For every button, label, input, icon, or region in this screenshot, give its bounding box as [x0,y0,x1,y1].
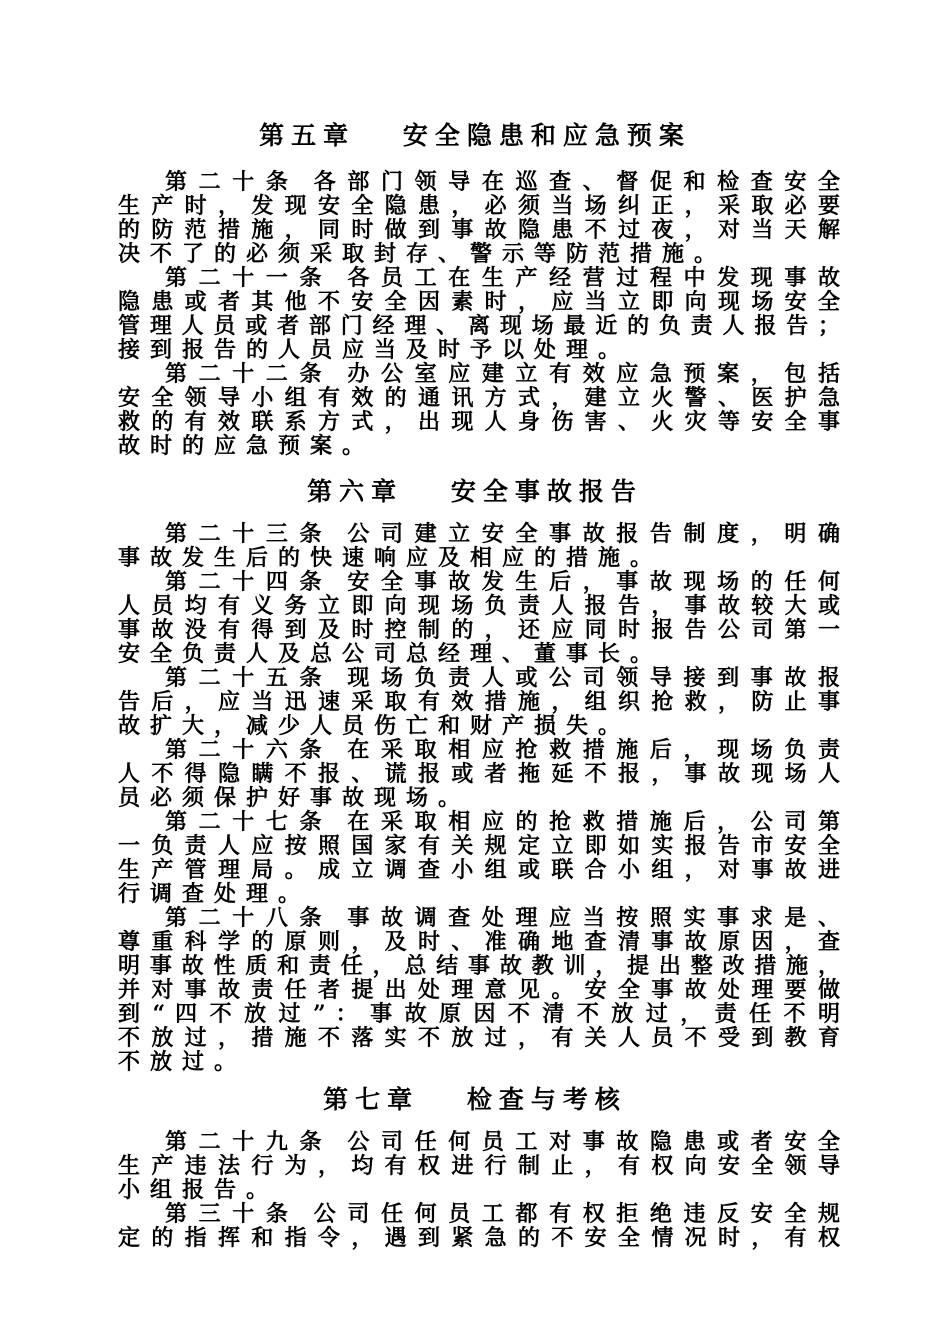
paragraph-line: 故时的应急预案。 [118,433,375,459]
paragraph-line: 生 产 违 法 行 为 ， 均 有 权 进 行 制 止 ， 有 权 向 安 全 领 导 [118,1153,840,1179]
paragraph-line: 第 二 十 二 条 办 公 室 应 建 立 有 效 应 急 预 案 ， 包 括 [165,361,840,387]
paragraph-line: 人 员 均 有 义 务 立 即 向 现 场 负 责 人 报 告 ， 事 故 较 大 或 [118,593,840,619]
paragraph-line: 明 事 故 性 质 和 责 任 ， 总 结 事 故 教 训 ， 提 出 整 改 措 施 ， [118,953,840,979]
paragraph-line: 尊 重 科 学 的 原 则 ， 及 时 、 准 确 地 查 清 事 故 原 因 ， 查 [118,929,840,955]
paragraph-line: 第 二 十 一 条 各 员 工 在 生 产 经 营 过 程 中 发 现 事 故 [165,265,840,291]
paragraph-line: 小组报告。 [118,1177,279,1203]
chapter-6-title: 第六章 安全事故报告 [307,477,643,506]
paragraph-line: 第 三 十 条 公 司 任 何 员 工 都 有 权 拒 绝 违 反 安 全 规 [165,1201,840,1227]
paragraph-line: 第 二 十 六 条 在 采 取 相 应 抢 救 措 施 后 ， 现 场 负 责 [165,737,840,763]
paragraph-line: 不 放 过 ， 措 施 不 落 实 不 放 过 ， 有 关 人 员 不 受 到 教 育 [118,1025,840,1051]
paragraph-line: 第 二 十 七 条 在 采 取 相 应 的 抢 救 措 施 后 ， 公 司 第 [165,809,840,835]
paragraph-line: 第 二 十 三 条 公 司 建 立 安 全 事 故 报 告 制 度 ， 明 确 [165,521,840,547]
paragraph-line: 行调查处理。 [118,881,311,907]
paragraph-line: 生 产 时 ， 发 现 安 全 隐 患 ， 必 须 当 场 纠 正 ， 采 取 必 要 [118,193,840,219]
paragraph-line: 管 理 人 员 或 者 部 门 经 理 、 离 现 场 最 近 的 负 责 人 报 告 ； [118,313,840,339]
paragraph-line: 第 二 十 四 条 安 全 事 故 发 生 后 ， 事 故 现 场 的 任 何 [165,569,840,595]
paragraph-line: 第 二 十 九 条 公 司 任 何 员 工 对 事 故 隐 患 或 者 安 全 [165,1129,840,1155]
paragraph-line: 安 全 领 导 小 组 有 效 的 通 讯 方 式 ， 建 立 火 警 、 医 护 急 [118,385,840,411]
paragraph-line: 的 防 范 措 施 ， 同 时 做 到 事 故 隐 患 不 过 夜 ， 对 当 天 解 [118,217,840,243]
paragraph-line: 定 的 指 挥 和 指 令 ， 遇 到 紧 急 的 不 安 全 情 况 时 ， 有 权 [118,1225,840,1251]
paragraph-line: 并 对 事 故 责 任 者 提 出 处 理 意 见 。 安 全 事 故 处 理 要 做 [118,977,840,1003]
paragraph-line: 决不了的必须采取封存、警示等防范措施。 [118,241,727,267]
paragraph-line: 事故发生后的快速响应及相应的措施。 [118,545,663,571]
paragraph-line: 故扩大，减少人员伤亡和财产损失。 [118,713,631,739]
paragraph-line: 员必须保护好事故现场。 [118,785,471,811]
paragraph-line: 第 二 十 条 各 部 门 领 导 在 巡 查 、 督 促 和 检 查 安 全 [165,169,840,195]
paragraph-line: 一 负 责 人 应 按 照 国 家 有 关 规 定 立 即 如 实 报 告 市 安 全 [118,833,840,859]
paragraph-line: 不放过。 [118,1049,247,1075]
paragraph-line: 生 产 管 理 局 。 成 立 调 查 小 组 或 联 合 小 组 ， 对 事 故 进 [118,857,840,883]
paragraph-line: 安全负责人及总公司总经理、董事长。 [118,641,663,667]
paragraph-line: 事 故 没 有 得 到 及 时 控 制 的 ， 还 应 同 时 报 告 公 司 第 一 [118,617,840,643]
paragraph-line: 救 的 有 效 联 系 方 式 ， 出 现 人 身 伤 害 、 火 灾 等 安 全 事 [118,409,840,435]
paragraph-line: 告 后 ， 应 当 迅 速 采 取 有 效 措 施 ， 组 织 抢 救 ， 防 止 事 [118,689,840,715]
paragraph-line: 接到报告的人员应当及时予以处理。 [118,337,631,363]
paragraph-line: 第 二 十 八 条 事 故 调 查 处 理 应 当 按 照 实 事 求 是 、 [165,905,840,931]
chapter-5-title: 第五章 安全隐患和应急预案 [259,121,691,150]
paragraph-line: 到 “ 四 不 放 过 ” ： 事 故 原 因 不 清 不 放 过 ， 责 任 不 明 [118,1001,840,1027]
paragraph-line: 第 二 十 五 条 现 场 负 责 人 或 公 司 领 导 接 到 事 故 报 [165,665,840,691]
paragraph-line: 隐 患 或 者 其 他 不 安 全 因 素 时 ， 应 当 立 即 向 现 场 安 全 [118,289,840,315]
chapter-7-title: 第七章 检查与考核 [323,1085,627,1114]
paragraph-line: 人 不 得 隐 瞒 不 报 、 谎 报 或 者 拖 延 不 报 ， 事 故 现 场 人 [118,761,840,787]
